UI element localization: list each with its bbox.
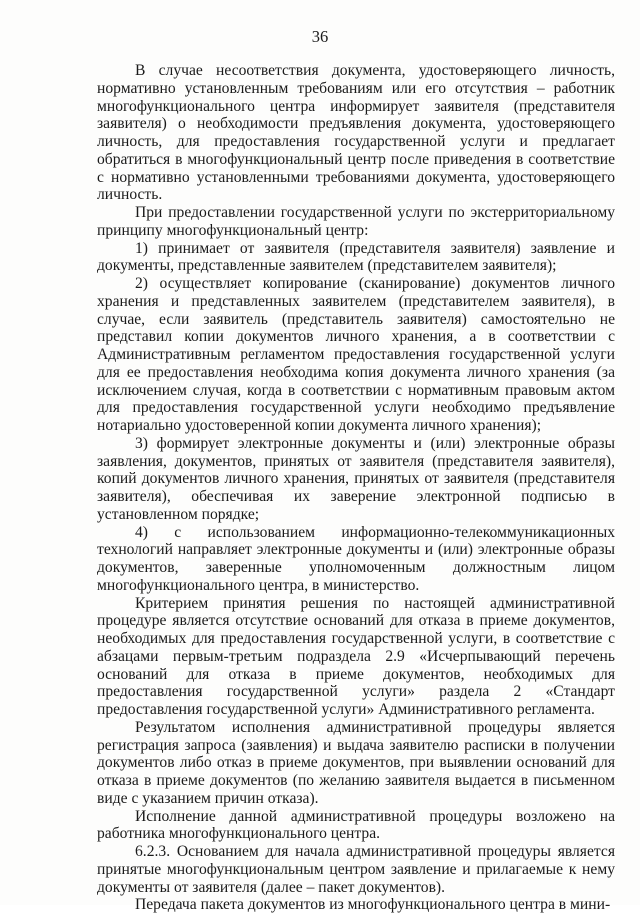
paragraph-transfer: Передача пакета документов из многофункционального центра в мини- [135, 896, 611, 914]
document-body [97, 62, 615, 914]
page-number: 36 [311, 27, 329, 46]
paragraph-item-3: 3) формирует электронные документы и (или) электронные образы заявления, документов, принятых от заявителя (представителя заявителя), копий документов личного хранения, принятых от заявителя (представителя заявителя), обеспечивая их заверение электронной подписью в установленном порядке; [97, 434, 615, 523]
paragraph-executor: Исполнение данной административной процедуры возложено на работника многофункционального центра. [97, 807, 615, 843]
paragraph-decision-criterion: Критерием принятия решения по настоящей административной процедуре является отсутствие оснований для отказа в приеме документов, необходимых для предоставления государственной услуги, в соответствие с абзацами первым-третьим подраздела 2.9 «Исчерпывающий перечень оснований для отказа в приеме документов, необходимых для предоставления государственной услуги» раздела 2 «Стандарт предоставления государственной услуги» Административного регламента. [97, 594, 615, 718]
paragraph-result: Результатом исполнения административной процедуры является регистрация запроса (заявления) и выдача заявителю расписки в получении документов либо отказ в приеме документов, при выявлении оснований для отказа в приеме документов (по желанию заявителя выдается в письменном виде с указанием причин отказа). [97, 718, 615, 807]
paragraph-extraterritorial-intro: При предоставлении государственной услуги по экстерриториальному принципу многофункциональный центр: [97, 204, 615, 239]
paragraph-section-6-2-3: 6.2.3. Основанием для начала административной процедуры является принятые многофункциональным центром заявление и прилагаемые к нему документы от заявителя (далее – пакет документов). [97, 843, 615, 896]
paragraph-item-2: 2) осуществляет копирование (сканирование) документов личного хранения и представленных заявителем (представителем заявителя), в случае, если заявитель (представитель заявителя) самостоятельно не представил копии документов личного хранения, а в соответствии с Административным регламентом предоставления государственной услуги для ее предоставления необходима копия документа личного хранения (за исключением случая, когда в соответствии с нормативным правовым актом для предоставления государственной услуги необходимо предъявление нотариально удостоверенной копии документа личного хранения); [97, 275, 615, 434]
paragraph-item-1: 1) принимает от заявителя (представителя заявителя) заявление и документы, представленные заявителем (представителем заявителя); [97, 239, 615, 275]
paragraph-item-4: 4) с использованием информационно-телекоммуникационных технологий направляет электронные документы и (или) электронные образы документов, заверенные уполномоченным должностным лицом многофункционального центра, в министерство. [97, 523, 615, 594]
paragraph-nonconformity: В случае несоответствия документа, удостоверяющего личность, нормативно установленным требованиям или его отсутствия – работник многофункционального центра информирует заявителя (представителя заявителя) о необходимости предъявления документа, удостоверяющего личность, для предоставления государственной услуги и предлагает обратиться в многофункциональный центр после приведения в соответствие с нормативно установленными требованиями документа, удостоверяющего личность. [97, 62, 615, 204]
